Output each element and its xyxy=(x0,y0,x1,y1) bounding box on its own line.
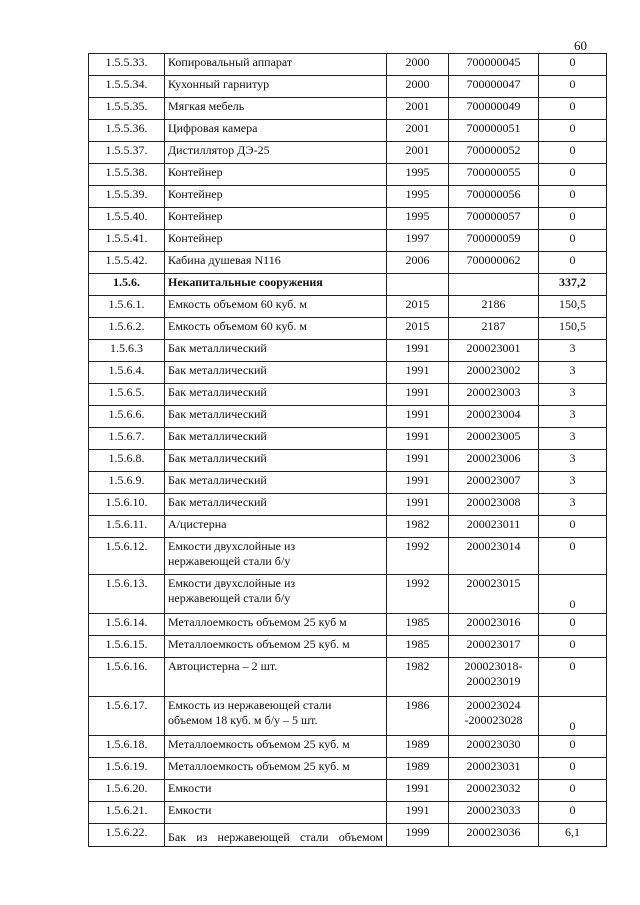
row-value: 150,5 xyxy=(539,318,607,340)
table-row xyxy=(89,736,607,758)
row-year: 2015 xyxy=(387,296,449,318)
row-number: 1.5.6.10. xyxy=(89,494,165,516)
row-number: 1.5.6.15. xyxy=(89,636,165,658)
row-inventory-number xyxy=(449,274,539,296)
row-inventory-number: 200023008 xyxy=(449,494,539,516)
row-number: 1.5.6.11. xyxy=(89,516,165,538)
row-value: 337,2 xyxy=(539,274,607,296)
row-value: 0 xyxy=(539,164,607,186)
row-inventory-number: 700000055 xyxy=(449,164,539,186)
row-value: 0 xyxy=(539,252,607,274)
row-value: 3 xyxy=(539,472,607,494)
row-inventory-number: 200023016 xyxy=(449,614,539,636)
row-value: 0 xyxy=(539,208,607,230)
row-value: 0 xyxy=(539,98,607,120)
row-name xyxy=(165,575,387,614)
table-row xyxy=(89,120,607,142)
row-number: 1.5.6.7. xyxy=(89,428,165,450)
row-name: Контейнер xyxy=(165,208,387,230)
row-inventory-number: 200023001 xyxy=(449,340,539,362)
row-number: 1.5.5.37. xyxy=(89,142,165,164)
row-inventory-number: 2187 xyxy=(449,318,539,340)
row-number: 1.5.5.35. xyxy=(89,98,165,120)
row-name: Бак металлический xyxy=(165,494,387,516)
row-inventory-number: 700000049 xyxy=(449,98,539,120)
row-name: Кабина душевая N116 xyxy=(165,252,387,274)
row-inventory-number: 200023017 xyxy=(449,636,539,658)
row-inventory-number: 200023003 xyxy=(449,384,539,406)
row-number: 1.5.6.13. xyxy=(89,575,165,614)
row-value: 0 xyxy=(539,54,607,76)
row-name: Бак металлический xyxy=(165,384,387,406)
table-row xyxy=(89,406,607,428)
row-number: 1.5.6.2. xyxy=(89,318,165,340)
row-inventory-line-1: 200023024 xyxy=(466,698,521,712)
table-row xyxy=(89,164,607,186)
row-year: 2006 xyxy=(387,252,449,274)
row-name: Емкости xyxy=(165,780,387,802)
row-value: 3 xyxy=(539,362,607,384)
row-year: 1986 xyxy=(387,697,449,736)
table-row xyxy=(89,230,607,252)
row-year: 2001 xyxy=(387,98,449,120)
page-number: 60 xyxy=(574,38,587,53)
row-inventory-number: 200023006 xyxy=(449,450,539,472)
row-inventory-number: 700000052 xyxy=(449,142,539,164)
row-year xyxy=(387,274,449,296)
row-inventory-number: 200023031 xyxy=(449,758,539,780)
table-row xyxy=(89,824,607,847)
row-value: 0 xyxy=(539,120,607,142)
row-inventory-number: 200023033 xyxy=(449,802,539,824)
table-row xyxy=(89,614,607,636)
row-value: 0 xyxy=(539,758,607,780)
row-year: 1997 xyxy=(387,230,449,252)
row-inventory-number: 700000056 xyxy=(449,186,539,208)
row-number: 1.5.6.8. xyxy=(89,450,165,472)
row-number: 1.5.5.41. xyxy=(89,230,165,252)
row-name: Некапитальные сооружения xyxy=(165,274,387,296)
row-number: 1.5.5.40. xyxy=(89,208,165,230)
row-year: 1991 xyxy=(387,406,449,428)
row-value: 0 xyxy=(539,538,607,575)
row-inventory-number: 700000057 xyxy=(449,208,539,230)
row-inventory-number: 200023015 xyxy=(449,575,539,614)
row-year: 1991 xyxy=(387,780,449,802)
row-number: 1.5.6.22. xyxy=(89,824,165,847)
table-row xyxy=(89,758,607,780)
row-name: Металлоемкость объемом 25 куб. м xyxy=(165,758,387,780)
row-value: 3 xyxy=(539,450,607,472)
row-number: 1.5.6.9. xyxy=(89,472,165,494)
row-number: 1.5.6.20. xyxy=(89,780,165,802)
row-name: Мягкая мебель xyxy=(165,98,387,120)
row-name: Емкости xyxy=(165,802,387,824)
row-inventory-number: 200023002 xyxy=(449,362,539,384)
table-row xyxy=(89,384,607,406)
row-name: Металлоемкость объемом 25 куб. м xyxy=(165,736,387,758)
row-value: 3 xyxy=(539,406,607,428)
row-year: 2015 xyxy=(387,318,449,340)
row-number: 1.5.6. xyxy=(89,274,165,296)
table-row xyxy=(89,450,607,472)
row-name-line-1: Емкости двухслойные из xyxy=(168,576,296,590)
row-value: 3 xyxy=(539,384,607,406)
row-name: Автоцистерна – 2 шт. xyxy=(165,658,387,697)
row-year: 1991 xyxy=(387,428,449,450)
row-year: 2000 xyxy=(387,76,449,98)
row-number: 1.5.5.36. xyxy=(89,120,165,142)
table-row xyxy=(89,428,607,450)
row-name: Емкость объемом 60 куб. м xyxy=(165,296,387,318)
row-number: 1.5.5.33. xyxy=(89,54,165,76)
row-value: 0 xyxy=(539,780,607,802)
row-year: 1985 xyxy=(387,636,449,658)
row-name: Контейнер xyxy=(165,186,387,208)
row-number: 1.5.6.17. xyxy=(89,697,165,736)
row-inventory-number: 200023007 xyxy=(449,472,539,494)
row-year: 1991 xyxy=(387,450,449,472)
row-inventory-number: 700000062 xyxy=(449,252,539,274)
row-number: 1.5.6.5. xyxy=(89,384,165,406)
row-value: 0 xyxy=(539,658,607,697)
row-number: 1.5.5.34. xyxy=(89,76,165,98)
row-inventory-number: 200023004 xyxy=(449,406,539,428)
row-year: 1991 xyxy=(387,362,449,384)
row-value: 0 xyxy=(539,802,607,824)
row-name-line-2: нержавеющей стали б/у xyxy=(168,591,291,605)
row-year: 2001 xyxy=(387,120,449,142)
row-number: 1.5.5.38. xyxy=(89,164,165,186)
row-name xyxy=(165,697,387,736)
row-value: 0 xyxy=(539,614,607,636)
row-number: 1.5.5.39. xyxy=(89,186,165,208)
row-name: Кухонный гарнитур xyxy=(165,76,387,98)
row-name: Копировальный аппарат xyxy=(165,54,387,76)
row-value: 0 xyxy=(539,697,607,736)
row-name: Емкость объемом 60 куб. м xyxy=(165,318,387,340)
row-number: 1.5.6.21. xyxy=(89,802,165,824)
row-name: Бак металлический xyxy=(165,450,387,472)
row-year: 1991 xyxy=(387,472,449,494)
row-number: 1.5.6.6. xyxy=(89,406,165,428)
row-year: 1995 xyxy=(387,186,449,208)
row-year: 1992 xyxy=(387,538,449,575)
table-row xyxy=(89,296,607,318)
row-name-line-1: Емкость из нержавеющей стали xyxy=(168,698,332,712)
row-inventory-number xyxy=(449,658,539,697)
table-row xyxy=(89,54,607,76)
row-number: 1.5.6.14. xyxy=(89,614,165,636)
row-value: 0 xyxy=(539,76,607,98)
table-row xyxy=(89,802,607,824)
row-number: 1.5.6.18. xyxy=(89,736,165,758)
inventory-table xyxy=(88,53,607,847)
row-year: 1989 xyxy=(387,758,449,780)
table-row xyxy=(89,186,607,208)
row-value: 3 xyxy=(539,340,607,362)
row-year: 1991 xyxy=(387,802,449,824)
row-value: 0 xyxy=(539,516,607,538)
row-number: 1.5.6.12. xyxy=(89,538,165,575)
row-number: 1.5.5.42. xyxy=(89,252,165,274)
table-row xyxy=(89,208,607,230)
row-name: Контейнер xyxy=(165,230,387,252)
row-value: 3 xyxy=(539,494,607,516)
row-year: 1995 xyxy=(387,208,449,230)
row-name: Бак металлический xyxy=(165,428,387,450)
row-name: Бак металлический xyxy=(165,340,387,362)
row-inventory-number: 700000045 xyxy=(449,54,539,76)
row-value: 0 xyxy=(539,575,607,614)
row-inventory-number: 200023011 xyxy=(449,516,539,538)
table-row xyxy=(89,472,607,494)
row-year: 1992 xyxy=(387,575,449,614)
row-year: 1989 xyxy=(387,736,449,758)
row-number: 1.5.6.4. xyxy=(89,362,165,384)
table-row xyxy=(89,98,607,120)
row-year: 1995 xyxy=(387,164,449,186)
row-value: 150,5 xyxy=(539,296,607,318)
table-row xyxy=(89,362,607,384)
row-value: 0 xyxy=(539,636,607,658)
row-value: 0 xyxy=(539,736,607,758)
row-year: 2000 xyxy=(387,54,449,76)
table-row xyxy=(89,274,607,296)
row-name: А/цистерна xyxy=(165,516,387,538)
row-inventory-number: 200023036 xyxy=(449,824,539,847)
row-inventory-number: 700000051 xyxy=(449,120,539,142)
row-number: 1.5.6.1. xyxy=(89,296,165,318)
row-year: 1999 xyxy=(387,824,449,847)
table-row xyxy=(89,340,607,362)
table-row xyxy=(89,636,607,658)
table-row xyxy=(89,494,607,516)
row-value: 0 xyxy=(539,142,607,164)
table-row xyxy=(89,318,607,340)
table-row xyxy=(89,697,607,736)
row-name: Дистиллятор ДЭ-25 xyxy=(165,142,387,164)
row-number: 1.5.6.19. xyxy=(89,758,165,780)
table-row xyxy=(89,658,607,697)
table-row xyxy=(89,252,607,274)
row-inventory-number: 700000047 xyxy=(449,76,539,98)
row-name: Цифровая камера xyxy=(165,120,387,142)
row-inventory-number: 200023014 xyxy=(449,538,539,575)
row-inventory-number: 700000059 xyxy=(449,230,539,252)
table-row xyxy=(89,142,607,164)
table-row xyxy=(89,575,607,614)
table-row xyxy=(89,780,607,802)
row-year: 2001 xyxy=(387,142,449,164)
row-year: 1982 xyxy=(387,658,449,697)
row-name: Бак металлический xyxy=(165,472,387,494)
row-name: Контейнер xyxy=(165,164,387,186)
row-year: 1991 xyxy=(387,494,449,516)
row-name-line-2: объемом 18 куб. м б/у – 5 шт. xyxy=(168,713,318,727)
row-inventory-number: 200023005 xyxy=(449,428,539,450)
row-inventory-line-1: 200023018- xyxy=(464,659,523,673)
row-year: 1991 xyxy=(387,384,449,406)
row-name xyxy=(165,538,387,575)
row-year: 1991 xyxy=(387,340,449,362)
row-name-line-2: нержавеющей стали б/у xyxy=(168,554,291,568)
table-row xyxy=(89,516,607,538)
row-number: 1.5.6.16. xyxy=(89,658,165,697)
row-name: Металлоемкость объемом 25 куб м xyxy=(165,614,387,636)
row-value: 6,1 xyxy=(539,824,607,847)
row-value: 0 xyxy=(539,230,607,252)
row-name: Бак из нержавеющей стали объемом xyxy=(165,824,387,847)
row-inventory-line-2: -200023028 xyxy=(464,713,523,727)
row-name-line-1: Емкости двухслойные из xyxy=(168,539,296,553)
table-row xyxy=(89,76,607,98)
table-row xyxy=(89,538,607,575)
row-inventory-number: 200023030 xyxy=(449,736,539,758)
row-inventory-number: 2186 xyxy=(449,296,539,318)
row-inventory-line-2: 200023019 xyxy=(466,674,521,688)
row-value: 3 xyxy=(539,428,607,450)
row-inventory-number xyxy=(449,697,539,736)
row-name: Бак металлический xyxy=(165,406,387,428)
row-number: 1.5.6.3 xyxy=(89,340,165,362)
row-name: Бак металлический xyxy=(165,362,387,384)
row-year: 1982 xyxy=(387,516,449,538)
row-year: 1985 xyxy=(387,614,449,636)
row-value: 0 xyxy=(539,186,607,208)
row-inventory-number: 200023032 xyxy=(449,780,539,802)
row-name: Металлоемкость объемом 25 куб. м xyxy=(165,636,387,658)
